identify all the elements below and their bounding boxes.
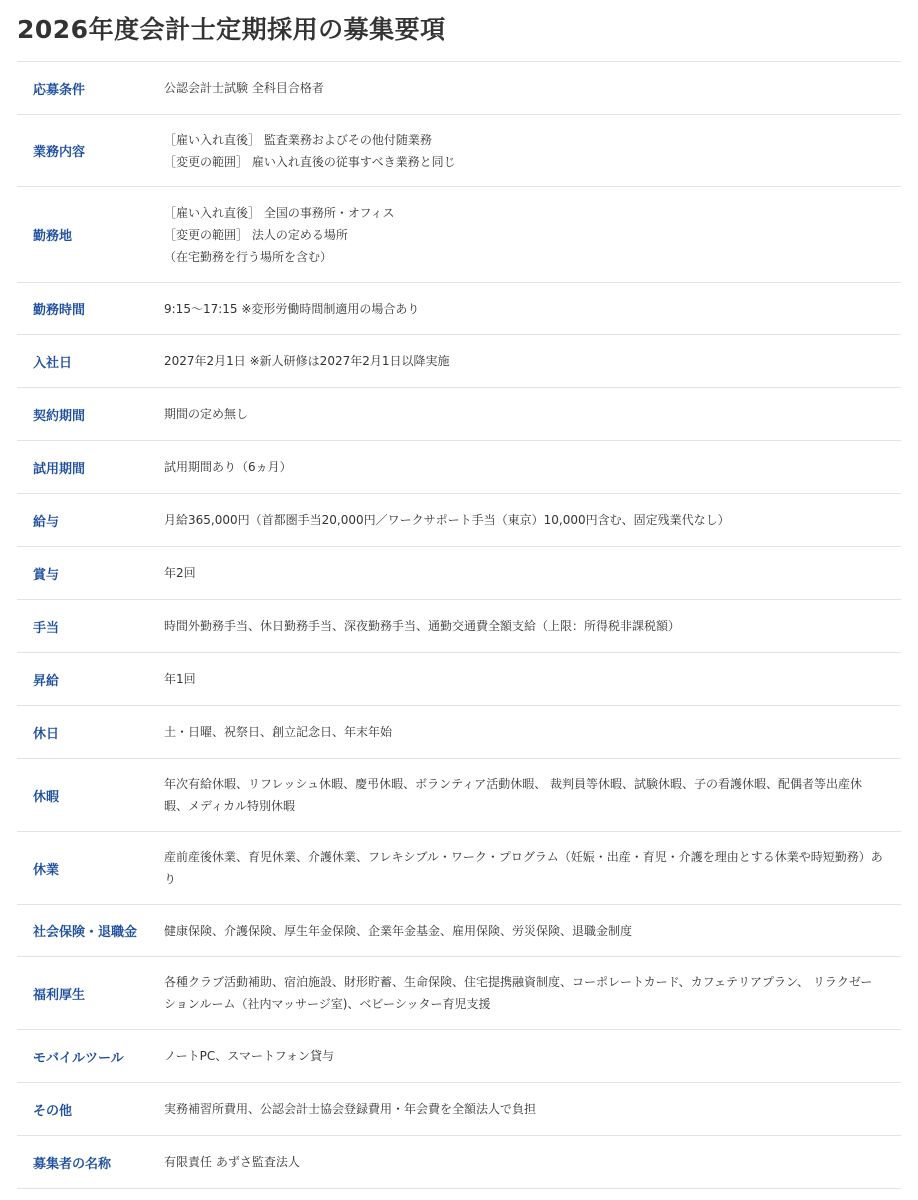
row-label: その他 xyxy=(33,1103,73,1119)
value-line: 時間外勤務手当、休日勤務手当、深夜勤務手当、通勤交通費全額支給（上限：所得税非課税額） xyxy=(164,619,681,633)
value-line: 実務補習所費用、公認会計士協会登録費用・年会費を全額法人で負担 xyxy=(164,1102,537,1116)
value-line: 期間の定め無し xyxy=(164,407,249,421)
value-line: 年1回 xyxy=(164,672,196,686)
row-value xyxy=(164,350,901,372)
value-line: 2027年2月1日 ※新人研修は2027年2月1日以降実施 xyxy=(164,354,450,368)
value-line: 有限責任 あずさ監査法人 xyxy=(164,1155,300,1169)
row-value xyxy=(164,920,901,942)
table-row-allowances xyxy=(17,600,901,653)
value-line: 9:15～17:15 ※変形労働時間制適用の場合あり xyxy=(164,301,420,316)
row-value xyxy=(164,403,901,425)
table-row-start-date xyxy=(17,335,901,388)
row-value xyxy=(164,562,901,584)
row-label: 給与 xyxy=(33,514,60,530)
row-label: 勤務地 xyxy=(33,229,73,244)
row-label: 募集者の名称 xyxy=(33,1156,112,1172)
row-value xyxy=(164,615,901,637)
value-line: 月給365,000円（首都圏手当20,000円／ワークサポート手当（東京）10,000円含む、固定残業代なし） xyxy=(164,513,730,527)
value-line: ションルーム（社内マッサージ室)、ベビーシッター育児支援 xyxy=(164,997,491,1011)
row-label: 休日 xyxy=(33,726,60,742)
row-value xyxy=(164,202,901,268)
table-row-work-location xyxy=(17,187,901,283)
table-row-other xyxy=(17,1083,901,1136)
table-row-welfare xyxy=(17,957,901,1030)
row-value xyxy=(164,668,901,690)
value-line: 健康保険、介護保険、厚生年金保険、企業年金基金、雇用保険、労災保険、退職金制度 xyxy=(164,923,633,938)
row-value xyxy=(164,77,901,99)
value-line: り xyxy=(164,872,177,886)
value-line: 公認会計士試験 全科目合格者 xyxy=(164,81,324,95)
row-value xyxy=(164,129,901,173)
row-value xyxy=(164,721,901,743)
value-line: 年次有給休暇、リフレッシュ休暇、慶弔休暇、ボランティア活動休暇、 裁判員等休暇、試験休暇、子の看護休暇、配偶者等出産休 xyxy=(164,777,863,791)
row-label: 手当 xyxy=(33,620,60,636)
row-value xyxy=(164,1098,901,1120)
table-row-application-requirements xyxy=(17,62,901,115)
table-row-bonus xyxy=(17,547,901,600)
table-row-social-insurance xyxy=(17,905,901,957)
row-label: 休業 xyxy=(33,862,60,878)
row-label: 社会保険・退職金 xyxy=(33,925,138,940)
table-row-job-description xyxy=(17,115,901,187)
table-row-working-hours xyxy=(17,283,901,335)
row-value xyxy=(164,1151,901,1173)
row-value xyxy=(164,509,901,531)
row-label: 試用期間 xyxy=(33,461,86,477)
table-row-pay-raise xyxy=(17,653,901,706)
row-value xyxy=(164,1045,901,1067)
value-line: 各種クラブ活動補助、宿泊施設、財形貯蓄、生命保険、住宅提携融資制度、コーポレートカード、カフェテリアプラン、 リラクゼー xyxy=(164,975,873,989)
table-row-salary xyxy=(17,494,901,547)
table-row-leave xyxy=(17,759,901,832)
value-line: ［変更の範囲］ 法人の定める場所 xyxy=(164,227,348,242)
row-label: 業務内容 xyxy=(33,145,86,160)
page-title: 2026年度会計士定期採用の募集要項 xyxy=(17,15,446,44)
row-label: 入社日 xyxy=(33,355,73,371)
value-line: 産前産後休業、育児休業、介護休業、フレキシブル・ワーク・プログラム（妊娠・出産・育児・介護を理由とする休業や時短勤務）あ xyxy=(164,850,883,864)
row-label: 福利厚生 xyxy=(33,987,86,1003)
value-line: （在宅勤務を行う場所を含む） xyxy=(164,249,333,264)
row-label: 契約期間 xyxy=(33,408,86,424)
value-line: 試用期間あり（6ヵ月） xyxy=(164,460,292,474)
table-row-leave-of-absence xyxy=(17,832,901,905)
row-label: モバイルツール xyxy=(33,1050,124,1066)
row-value xyxy=(164,846,901,890)
table-row-mobile-tools xyxy=(17,1030,901,1083)
row-value xyxy=(164,773,901,817)
value-line: 暇、メディカル特別休暇 xyxy=(164,799,296,813)
table-row-contract-period xyxy=(17,388,901,441)
row-value xyxy=(164,456,901,478)
requirements-table xyxy=(17,61,901,1189)
table-row-recruiter-name xyxy=(17,1136,901,1189)
table-row-probation-period xyxy=(17,441,901,494)
table-row-holidays xyxy=(17,706,901,759)
value-line: ［変更の範囲］ 雇い入れ直後の従事すべき業務と同じ xyxy=(164,154,456,169)
value-line: 土・日曜、祝祭日、創立記念日、年末年始 xyxy=(164,725,393,739)
row-value xyxy=(164,971,901,1015)
row-label: 勤務時間 xyxy=(33,303,86,318)
value-line: ノートPC、スマートフォン貸与 xyxy=(164,1049,335,1063)
value-line: 年2回 xyxy=(164,566,196,580)
row-label: 昇給 xyxy=(33,673,60,689)
row-label: 応募条件 xyxy=(33,82,86,98)
row-value xyxy=(164,298,901,320)
value-line: ［雇い入れ直後］ 監査業務およびその他付随業務 xyxy=(164,132,432,147)
row-label: 賞与 xyxy=(33,567,60,583)
row-label: 休暇 xyxy=(33,789,60,805)
value-line: ［雇い入れ直後］ 全国の事務所・オフィス xyxy=(164,205,395,220)
